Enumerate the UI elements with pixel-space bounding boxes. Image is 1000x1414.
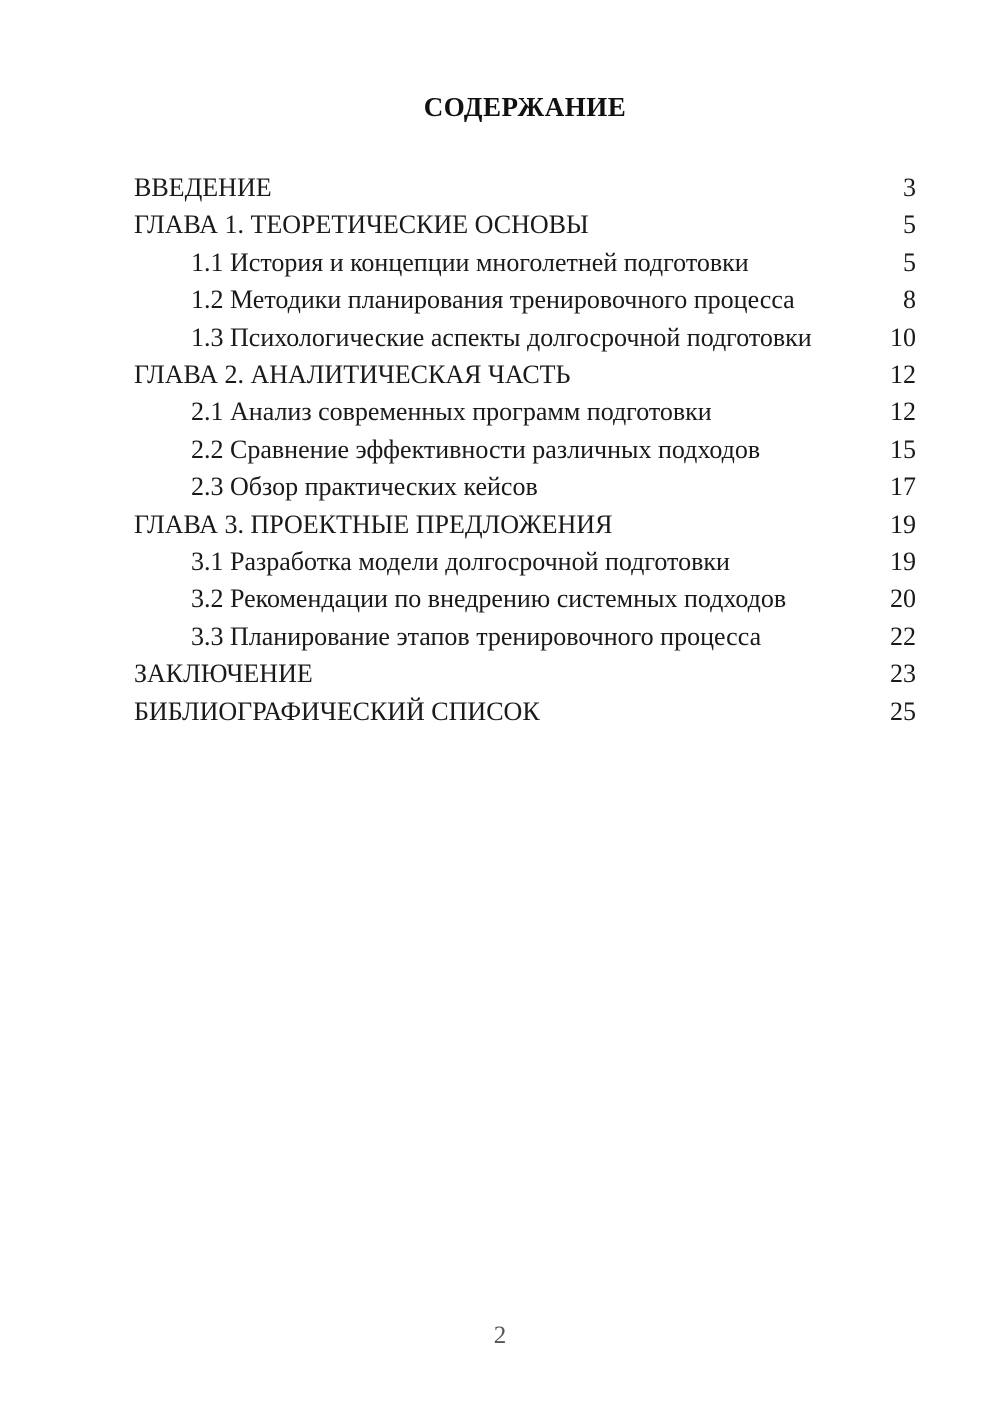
toc-list xyxy=(134,169,916,730)
toc-entry-label: 2.3 Обзор практических кейсов xyxy=(191,472,538,502)
toc-entry-page-number: 22 xyxy=(890,621,916,651)
toc-entry-page-number: 23 xyxy=(890,659,916,689)
toc-entry xyxy=(134,244,916,281)
toc-entry xyxy=(134,393,916,430)
toc-entry-page-number: 20 xyxy=(890,584,916,614)
toc-entry xyxy=(134,468,916,505)
toc-entry-label: ГЛАВА 2. АНАЛИТИЧЕСКАЯ ЧАСТЬ xyxy=(134,360,571,389)
toc-entry xyxy=(134,543,916,580)
toc-entry xyxy=(134,281,916,318)
toc-entry-label: 2.2 Сравнение эффективности различных подходов xyxy=(191,434,761,464)
footer-page-number: 2 xyxy=(493,1322,507,1349)
toc-entry-page-number: 5 xyxy=(903,247,916,277)
toc-entry-label: 3.1 Разработка модели долгосрочной подготовки xyxy=(191,546,730,576)
toc-entry-page-number: 17 xyxy=(890,472,916,502)
toc-entry xyxy=(134,580,916,617)
toc-entry xyxy=(134,618,916,655)
toc-entry-label: ВВЕДЕНИЕ xyxy=(134,173,272,203)
toc-entry xyxy=(134,356,916,393)
toc-entry xyxy=(134,169,916,206)
toc-entry xyxy=(134,506,916,543)
toc-entry-label: 3.3 Планирование этапов тренировочного процесса xyxy=(191,621,762,651)
toc-entry-page-number: 12 xyxy=(890,397,916,427)
toc-entry-label: ГЛАВА 3. ПРОЕКТНЫЕ ПРЕДЛОЖЕНИЯ xyxy=(134,509,613,539)
toc-entry-label: 1.2 Методики планирования тренировочного процесса xyxy=(191,285,795,315)
toc-entry xyxy=(134,655,916,692)
toc-entry-page-number: 3 xyxy=(903,173,916,203)
toc-entry xyxy=(134,693,916,730)
toc-entry-label: ЗАКЛЮЧЕНИЕ xyxy=(134,659,313,689)
toc-entry xyxy=(134,206,916,243)
toc-entry-label: 1.3 Психологические аспекты долгосрочной подготовки xyxy=(191,322,812,352)
page-title: СОДЕРЖАНИЕ xyxy=(423,92,627,122)
toc-entry-label: 2.1 Анализ современных программ подготовки xyxy=(191,397,712,427)
toc-entry-page-number: 25 xyxy=(890,696,916,726)
toc-entry-label: ГЛАВА 1. ТЕОРЕТИЧЕСКИЕ ОСНОВЫ xyxy=(134,210,589,240)
toc-entry-page-number: 10 xyxy=(890,322,916,352)
toc-entry-page-number: 12 xyxy=(890,360,916,389)
toc-entry-page-number: 8 xyxy=(903,285,916,315)
toc-entry-page-number: 19 xyxy=(890,546,916,576)
toc-entry-page-number: 19 xyxy=(890,509,916,539)
toc-entry xyxy=(134,319,916,356)
toc-entry-page-number: 5 xyxy=(903,210,916,240)
toc-entry-label: 1.1 История и концепции многолетней подготовки xyxy=(191,247,749,277)
page-content xyxy=(0,92,1000,730)
toc-entry xyxy=(134,431,916,468)
toc-entry-label: 3.2 Рекомендации по внедрению системных подходов xyxy=(191,584,787,614)
toc-entry-page-number: 15 xyxy=(890,434,916,464)
toc-entry-label: БИБЛИОГРАФИЧЕСКИЙ СПИСОК xyxy=(134,696,540,726)
